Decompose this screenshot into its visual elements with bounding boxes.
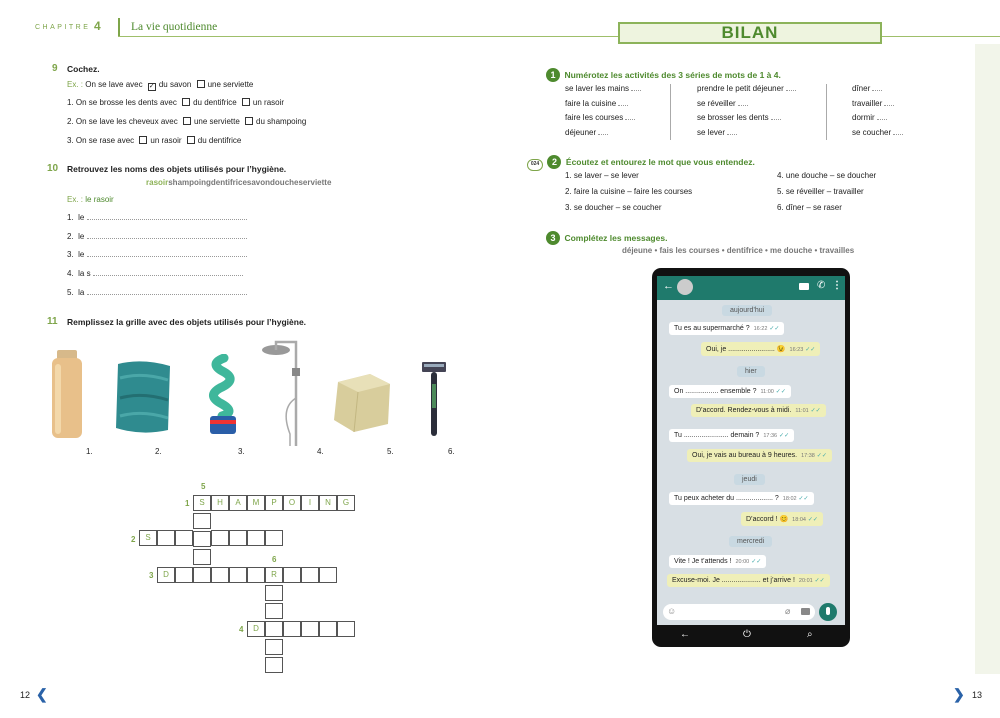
activity-item — [697, 99, 796, 114]
message-time: 11:00 — [760, 389, 774, 395]
shampoo-bottle-image — [48, 350, 88, 445]
nav-home-icon[interactable]: ⏻ — [743, 629, 751, 640]
chapter-word: CHAPITRE — [35, 24, 91, 31]
ex9-example-opt2: une serviette — [207, 80, 254, 89]
number-field[interactable] — [877, 113, 887, 120]
ex-label: Ex. : — [67, 80, 84, 89]
item-start: le — [78, 213, 85, 222]
checkbox[interactable] — [187, 136, 195, 144]
message-text: Tu ....................... demain ? — [674, 432, 760, 439]
header-rule-far-right — [882, 36, 1000, 37]
message-time: 18:02 — [782, 496, 797, 502]
number-field[interactable] — [893, 128, 903, 135]
r1-number: 1 — [546, 68, 560, 82]
item-start: la s — [78, 269, 91, 278]
grid-cell[interactable]: N — [319, 495, 337, 511]
clue-number-3: 3 — [149, 571, 154, 580]
grid-cell[interactable] — [175, 530, 193, 546]
grid-cell[interactable]: S — [193, 495, 211, 511]
grid-cell[interactable]: D — [157, 567, 175, 583]
item-start: la — [78, 288, 85, 297]
checkbox[interactable] — [139, 136, 147, 144]
ex10-example-answer: le rasoir — [85, 195, 114, 204]
grid-cell[interactable] — [175, 567, 193, 583]
number-field[interactable] — [872, 84, 882, 91]
read-ticks-icon: ✓✓ — [775, 389, 786, 395]
activity-text: dormir — [852, 113, 875, 122]
image-label: 1. — [86, 447, 93, 456]
grid-cell[interactable] — [319, 621, 337, 637]
grid-cell[interactable] — [247, 567, 265, 583]
message-text: Tu es au supermarché ? — [674, 325, 750, 332]
grid-cell[interactable]: S — [139, 530, 157, 546]
message-outgoing — [691, 404, 826, 417]
grid-cell[interactable] — [265, 530, 283, 546]
grid-cell[interactable] — [319, 567, 337, 583]
message-time: 20:00 — [735, 559, 750, 565]
grid-cell[interactable]: R — [265, 567, 283, 583]
item-number: 4. — [67, 269, 74, 278]
image-label: 6. — [448, 447, 455, 456]
r1-column-3 — [852, 84, 903, 142]
activity-item — [852, 84, 903, 99]
item-text: On se lave les cheveux avec — [75, 117, 178, 126]
mic-icon — [826, 607, 830, 615]
read-ticks-icon: ✓✓ — [779, 433, 790, 439]
ex10-item-3 — [67, 250, 247, 259]
ex11-title: Remplissez la grille avec des objets utilisés pour l’hygiène. — [67, 317, 307, 327]
grid-cell[interactable] — [229, 530, 247, 546]
grid-cell[interactable] — [265, 603, 283, 619]
read-ticks-icon: ✓✓ — [751, 559, 762, 565]
grid-cell[interactable] — [265, 585, 283, 601]
listening-item[interactable]: 5. se réveiller – travailler — [777, 187, 864, 196]
ex9-example-text: On se lave avec — [85, 80, 143, 89]
ex9-item-1 — [67, 98, 284, 107]
nav-search-icon[interactable]: ⌕ — [807, 629, 813, 640]
grid-cell[interactable] — [283, 621, 301, 637]
r2-left-list — [565, 171, 692, 219]
checkbox-checked[interactable]: ✓ — [148, 83, 155, 90]
item-number: 2. — [67, 232, 74, 241]
grid-cell[interactable] — [211, 530, 229, 546]
word-bank: déjeune • fais les courses • dentifrice • me douche • travailles — [622, 246, 855, 255]
message-incoming — [669, 322, 784, 335]
avatar[interactable] — [677, 279, 693, 295]
ex10-item-1 — [67, 213, 247, 222]
number-field[interactable] — [631, 84, 641, 91]
activity-text: faire la cuisine — [565, 98, 617, 108]
message-text: Excuse-moi. Je .................... et j’arrive ! — [672, 577, 795, 584]
menu-dots-icon[interactable]: ⋮ — [832, 280, 842, 291]
r2-header — [527, 152, 755, 171]
read-ticks-icon: ✓✓ — [798, 496, 809, 502]
clue-number-6: 6 — [272, 555, 277, 564]
activity-item — [565, 99, 641, 114]
image-label: 3. — [238, 447, 245, 456]
grid-cell[interactable]: O — [283, 495, 301, 511]
ex10-number: 10 — [47, 163, 59, 174]
ex9-item-2 — [67, 117, 306, 126]
header-rule-right — [500, 36, 618, 37]
back-arrow-icon[interactable]: ← — [663, 280, 674, 292]
listening-item[interactable]: 2. faire la cuisine – faire les courses — [565, 187, 693, 196]
ex10-title: Retrouvez les noms des objets utilisés pour l’hygiène. — [67, 164, 287, 174]
read-ticks-icon: ✓✓ — [810, 408, 821, 414]
attach-icon[interactable]: ⌀ — [785, 606, 791, 616]
item-start: le — [78, 250, 85, 259]
next-page-icon[interactable]: ❯ — [953, 686, 965, 702]
message-time: 20:01 — [798, 578, 813, 584]
grid-cell[interactable] — [301, 621, 319, 637]
checkbox[interactable] — [183, 117, 191, 125]
read-ticks-icon: ✓✓ — [769, 326, 780, 332]
page-number-right: 13 — [972, 690, 983, 700]
answer-field[interactable] — [87, 232, 247, 239]
camera-icon[interactable] — [801, 608, 810, 615]
number-field[interactable] — [738, 99, 748, 106]
grid-cell[interactable]: G — [337, 495, 355, 511]
grid-cell[interactable]: P — [265, 495, 283, 511]
day-separator: mercredi — [729, 536, 772, 547]
activity-text: déjeuner — [565, 127, 597, 137]
message-outgoing — [667, 574, 830, 587]
clue-number-2: 2 — [131, 535, 136, 544]
activity-item — [697, 84, 796, 99]
grid-cell[interactable] — [337, 621, 355, 637]
chat-top-bar — [657, 276, 845, 300]
clue-number-5: 5 — [201, 482, 206, 491]
image-label: 2. — [155, 447, 162, 456]
phone-call-icon[interactable]: ✆ — [817, 280, 826, 291]
checkbox[interactable] — [197, 80, 205, 88]
toothpaste-image — [202, 354, 242, 443]
item-number: 5. — [67, 288, 74, 297]
grid-cell[interactable] — [193, 549, 211, 565]
message-time: 17:36 — [763, 433, 778, 439]
day-separator: jeudi — [734, 474, 765, 485]
checkbox[interactable] — [245, 117, 253, 125]
message-time: 11:01 — [795, 408, 809, 414]
message-incoming — [669, 385, 791, 398]
ex9-example — [67, 80, 253, 91]
activity-item — [697, 128, 796, 143]
letter-chain-rest: shampoingdentifricesavondoucheserviette — [168, 178, 332, 187]
grid-cell[interactable]: M — [247, 495, 265, 511]
r1-title: Numérotez les activités des 3 séries de mots de 1 à 4. — [564, 70, 781, 80]
read-ticks-icon: ✓✓ — [807, 517, 818, 523]
checkbox[interactable] — [242, 98, 250, 106]
activity-item — [852, 128, 903, 143]
image-label: 4. — [317, 447, 324, 456]
grid-cell[interactable]: I — [301, 495, 319, 511]
ex9-item-3 — [67, 136, 241, 145]
activity-text: se coucher — [852, 127, 892, 137]
option-label: une serviette — [193, 117, 240, 126]
listening-item[interactable]: 4. une douche – se doucher — [777, 171, 877, 180]
number-field[interactable] — [598, 128, 608, 135]
listening-item[interactable]: 1. se laver – se lever — [565, 171, 639, 180]
option-label: du dentifrice — [193, 98, 237, 107]
clue-number-4: 4 — [239, 625, 244, 634]
clue-number-1: 1 — [185, 499, 190, 508]
message-time: 17:38 — [801, 453, 815, 459]
item-number: 3. — [67, 136, 74, 145]
number-field[interactable] — [727, 128, 737, 135]
letter-chain — [146, 178, 331, 187]
grid-cell[interactable] — [265, 621, 283, 637]
grid-cell[interactable] — [193, 531, 211, 547]
chapter-title: La vie quotidienne — [131, 21, 218, 33]
number-field[interactable] — [786, 84, 796, 91]
r2-number: 2 — [547, 155, 561, 169]
r1-column-1 — [565, 84, 641, 142]
r3-number: 3 — [546, 231, 560, 245]
prev-page-icon[interactable]: ❮ — [36, 686, 48, 702]
header-rule — [118, 36, 500, 37]
checkbox[interactable] — [182, 98, 190, 106]
column-divider — [670, 84, 671, 140]
ex9-number: 9 — [52, 63, 58, 74]
towel-image — [112, 358, 174, 441]
activity-item — [852, 99, 903, 114]
option-label: du shampoing — [256, 117, 307, 126]
item-start: le — [78, 232, 85, 241]
audio-track-icon[interactable]: 024 — [527, 159, 543, 171]
message-time: 18:04 — [792, 517, 806, 523]
ex-label: Ex. : — [67, 195, 84, 204]
grid-cell[interactable]: D — [247, 621, 265, 637]
read-ticks-icon: ✓✓ — [816, 453, 827, 459]
listening-item[interactable]: 3. se doucher – se coucher — [565, 203, 662, 212]
option-label: un rasoir — [150, 136, 182, 145]
image-label: 5. — [387, 447, 394, 456]
item-number: 2. — [67, 117, 74, 126]
ex9-title: Cochez. — [67, 64, 100, 74]
ex10-item-4 — [67, 269, 243, 278]
message-outgoing — [701, 342, 820, 356]
activity-text: travailler — [852, 98, 883, 108]
grid-cell[interactable] — [283, 567, 301, 583]
number-field[interactable] — [618, 99, 628, 106]
message-text: Oui, je vais au bureau à 9 heures. — [692, 452, 798, 459]
number-field[interactable] — [771, 113, 781, 120]
activity-text: se laver les mains — [565, 84, 630, 93]
item-number: 3. — [67, 250, 74, 259]
activity-item — [697, 113, 796, 128]
chapter-number: 4 — [94, 19, 101, 33]
grid-cell[interactable] — [193, 567, 211, 583]
grid-cell[interactable] — [247, 530, 265, 546]
message-text: D’accord. Rendez-vous à midi. — [696, 407, 792, 414]
chapter-divider — [118, 18, 120, 36]
activity-item — [565, 84, 641, 99]
message-outgoing — [741, 512, 823, 526]
grid-cell[interactable] — [265, 657, 283, 673]
grid-cell[interactable]: A — [229, 495, 247, 511]
grid-cell[interactable] — [211, 567, 229, 583]
ex9-example-opt1: du savon — [158, 80, 192, 89]
shower-head-image — [260, 338, 310, 455]
read-ticks-icon: ✓✓ — [814, 578, 825, 584]
bilan-banner — [618, 22, 882, 44]
item-text: On se rase avec — [75, 136, 135, 145]
grid-cell[interactable] — [157, 530, 175, 546]
message-time: 16:22 — [753, 326, 768, 332]
ex10-item-2 — [67, 232, 247, 241]
razor-image — [420, 360, 448, 443]
bilan-title: BILAN — [721, 23, 779, 42]
ex11-number: 11 — [47, 316, 58, 327]
number-field[interactable] — [625, 113, 635, 120]
grid-cell[interactable] — [301, 567, 319, 583]
grid-cell[interactable] — [193, 513, 211, 529]
ex10-item-5 — [67, 288, 247, 297]
nav-back-icon[interactable]: ← — [680, 629, 690, 640]
video-call-icon[interactable] — [799, 283, 809, 290]
r1-header — [546, 65, 781, 83]
option-label: du dentifrice — [197, 136, 242, 145]
message-text: D’accord ! 😊 — [746, 516, 789, 523]
answer-field[interactable] — [87, 250, 247, 257]
answer-field[interactable] — [87, 213, 247, 220]
option-label: un rasoir — [252, 98, 285, 107]
ex10-example — [67, 195, 114, 204]
answer-field[interactable] — [93, 269, 243, 276]
message-time: 16:23 — [789, 347, 804, 353]
grid-cell[interactable] — [229, 567, 247, 583]
message-text: Vite ! Je t’attends ! — [674, 558, 732, 565]
message-incoming — [669, 492, 814, 505]
r1-column-2 — [697, 84, 796, 142]
message-outgoing — [687, 449, 832, 462]
grid-cell[interactable]: H — [211, 495, 229, 511]
grid-cell[interactable] — [265, 639, 283, 655]
emoji-icon[interactable]: ☺ — [667, 606, 677, 616]
r2-title: Écoutez et entourez le mot que vous entendez. — [565, 157, 755, 167]
number-field[interactable] — [884, 99, 894, 106]
message-text: Oui, je ........................ 😉 — [706, 346, 786, 353]
column-divider — [826, 84, 827, 140]
message-input[interactable] — [663, 604, 815, 620]
activity-text: prendre le petit déjeuner — [697, 84, 784, 93]
activity-item — [565, 128, 641, 143]
activity-text: se brosser les dents — [697, 113, 769, 122]
activity-text: se lever — [697, 127, 726, 137]
message-text: Tu peux acheter du ................... ? — [674, 495, 779, 502]
message-text: On ................. ensemble ? — [674, 388, 757, 395]
activity-text: dîner — [852, 84, 871, 93]
message-incoming — [669, 429, 794, 442]
item-number: 1. — [67, 213, 74, 222]
item-text: On se brosse les dents avec — [75, 98, 177, 107]
activity-item — [565, 113, 641, 128]
mic-button[interactable] — [819, 603, 837, 621]
message-incoming — [669, 555, 766, 568]
r3-header — [546, 228, 667, 246]
item-number: 1. — [67, 98, 74, 107]
soap-bar-image — [330, 368, 394, 439]
page-number-left: 12 — [20, 690, 31, 700]
letter-chain-highlight: rasoir — [146, 178, 169, 187]
listening-item[interactable]: 6. dîner – se raser — [777, 203, 842, 212]
read-ticks-icon: ✓✓ — [805, 347, 816, 353]
answer-field[interactable] — [87, 288, 247, 295]
activity-text: se réveiller — [697, 98, 736, 108]
activity-item — [852, 113, 903, 128]
day-separator: aujourd’hui — [722, 305, 772, 316]
day-separator: hier — [737, 366, 765, 377]
page-edge-strip — [975, 44, 1000, 674]
activity-text: faire les courses — [565, 113, 624, 122]
r2-right-list — [777, 171, 876, 219]
r3-title: Complétez les messages. — [564, 233, 668, 243]
